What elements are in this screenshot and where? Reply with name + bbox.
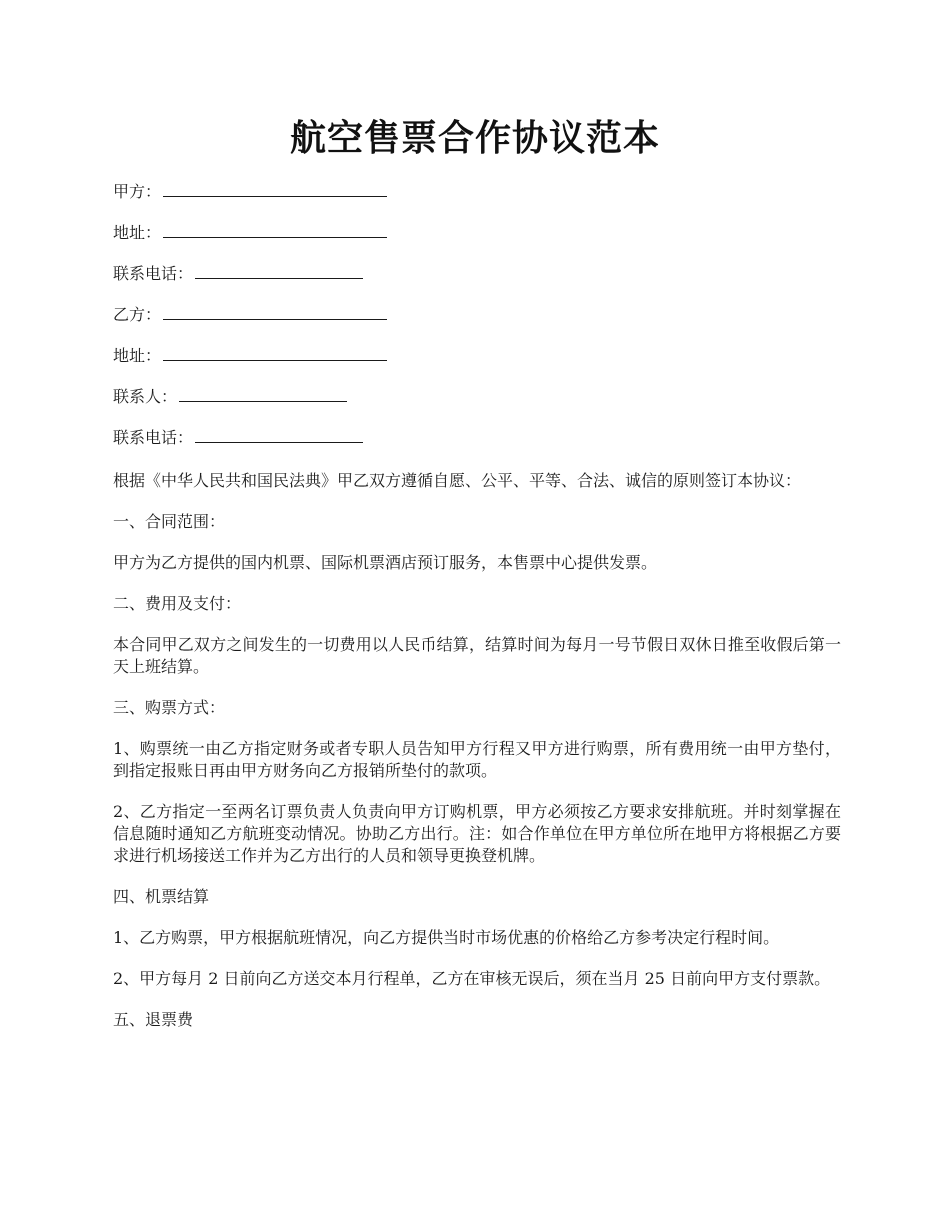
party-b-contact-field [113,383,853,424]
party-b-name-label: 乙方： [113,305,162,324]
party-a-address-blank [163,219,387,238]
section-heading-refund: 五、退票费 [113,1010,194,1029]
party-b-address-field [113,342,853,383]
party-b-phone-label: 联系电话： [113,428,194,447]
section-heading-settlement: 四、机票结算 [113,887,210,906]
document-title: 航空售票合作协议范本 [289,117,660,159]
paragraph-settlement-2: 2、甲方每月 2 日前向乙方送交本月行程单，乙方在审核无误后，须在当月 25 日前向甲方支付票款。 [113,969,831,988]
agreement-body [113,470,841,1050]
section-heading-fees: 二、费用及支付： [113,594,242,613]
party-info-fields [113,178,853,465]
paragraph-purchase-1: 1、购票统一由乙方指定财务或者专职人员告知甲方行程又甲方进行购票，所有费用统一由甲方垫付，到指定报账日再由甲方财务向乙方报销所垫付的款项。 [113,739,841,780]
party-b-name-blank [163,301,387,320]
paragraph-settlement-1: 1、乙方购票，甲方根据航班情况，向乙方提供当时市场优惠的价格给乙方参考决定行程时间。 [113,928,780,947]
section-heading-purchase: 三、购票方式： [113,698,226,717]
party-b-contact-label: 联系人： [113,387,178,406]
party-b-name-field [113,301,853,342]
party-a-address-field [113,219,853,260]
party-a-phone-field [113,260,853,301]
party-b-address-blank [163,342,387,361]
paragraph-purchase-2: 2、乙方指定一至两名订票负责人负责向甲方订购机票，甲方必须按乙方要求安排航班。并时刻掌握在信息随时通知乙方航班变动情况。协助乙方出行。注：如合作单位在甲方单位所在地甲方将根据乙方要求进行机场接送工作并为乙方出行的人员和领导更换登机牌。 [113,802,841,865]
party-a-address-label: 地址： [113,223,162,242]
section-heading-scope: 一、合同范围： [113,512,226,531]
party-a-name-label: 甲方： [113,182,162,201]
party-b-contact-blank [179,383,347,402]
party-a-name-blank [163,178,387,197]
party-b-address-label: 地址： [113,346,162,365]
paragraph-scope: 甲方为乙方提供的国内机票、国际机票酒店预订服务，本售票中心提供发票。 [113,553,658,572]
paragraph-fees: 本合同甲乙双方之间发生的一切费用以人民币结算，结算时间为每月一号节假日双休日推至收假后第一天上班结算。 [113,635,841,676]
party-a-name-field [113,178,853,219]
party-b-phone-field [113,424,853,465]
party-a-phone-label: 联系电话： [113,264,194,283]
party-b-phone-blank [195,424,363,443]
paragraph-preamble: 根据《中华人民共和国民法典》甲乙双方遵循自愿、公平、平等、合法、诚信的原则签订本协议： [113,471,802,490]
party-a-phone-blank [195,260,363,279]
